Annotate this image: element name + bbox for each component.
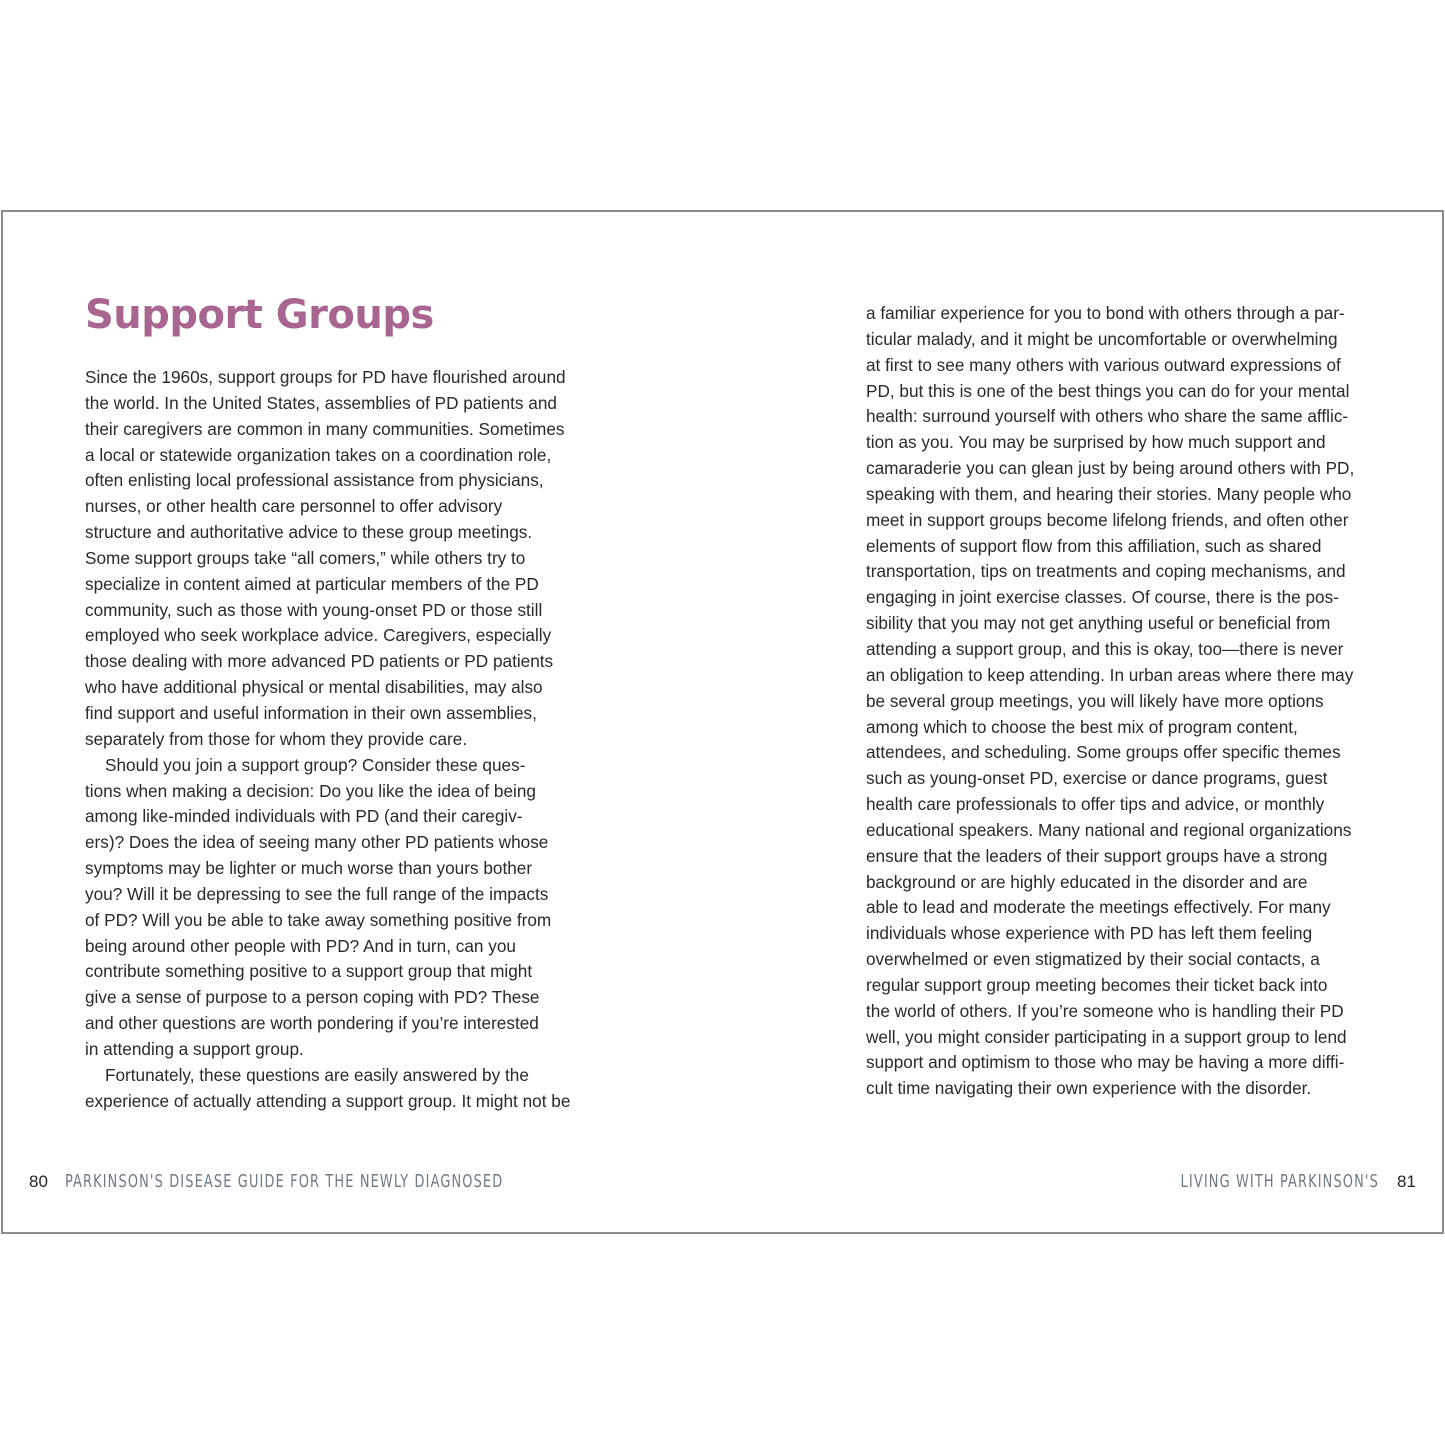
body-text-line: cult time navigating their own experience with the disorder.: [866, 1078, 1312, 1099]
body-text-line: Fortunately, these questions are easily answered by the: [105, 1064, 529, 1085]
body-text-line: background or are highly educated in the disorder and are: [866, 871, 1308, 892]
body-text-line: a familiar experience for you to bond with others through a par-: [866, 303, 1345, 323]
body-text-line: sibility that you may not get anything useful or beneficial from: [866, 613, 1331, 634]
body-text-line: health care professionals to offer tips and advice, or monthly: [866, 794, 1325, 815]
body-text-line: Some support groups take “all comers,” while others try to: [85, 547, 526, 568]
body-text-line: engaging in joint exercise classes. Of course, there is the pos-: [866, 587, 1339, 608]
body-text-line: tion as you. You may be surprised by how much support and: [866, 432, 1326, 453]
body-text-line: support and optimism to those who may be having a more diffi-: [866, 1052, 1345, 1073]
body-text-line: you? Will it be depressing to see the full range of the impacts: [85, 883, 549, 904]
body-text-line: educational speakers. Many national and regional organizations: [866, 819, 1352, 840]
right-page-number: 81: [1397, 1172, 1416, 1191]
section-heading: Support Groups: [85, 292, 434, 338]
body-text-line: community, such as those with young-onset PD or those still: [85, 599, 543, 620]
body-text-line: at first to see many others with various outward expressions of: [866, 354, 1341, 375]
body-text-line: who have additional physical or mental disabilities, may also: [85, 677, 543, 698]
body-text-line: those dealing with more advanced PD patients or PD patients: [85, 651, 554, 672]
body-text-line: contribute something positive to a support group that might: [85, 961, 533, 982]
body-text-line: structure and authoritative advice to these group meetings.: [85, 522, 533, 543]
body-text-line: being around other people with PD? And in turn, can you: [85, 935, 516, 956]
body-text-line: among like-minded individuals with PD (and their caregiv-: [85, 806, 523, 827]
body-text-line: an obligation to keep attending. In urban areas where there may: [866, 664, 1354, 685]
body-text-line: such as young-onset PD, exercise or dance programs, guest: [866, 768, 1328, 789]
body-text-line: attending a support group, and this is okay, too—there is never: [866, 638, 1344, 659]
left-page-number: 80: [29, 1172, 48, 1191]
body-text-line: and other questions are worth pondering if you’re interested: [85, 1013, 539, 1034]
right-page-body: [866, 301, 1366, 1102]
body-text-line: among which to choose the best mix of program content,: [866, 716, 1298, 737]
body-text-line: their caregivers are common in many communities. Sometimes: [85, 418, 565, 439]
body-text-line: a local or statewide organization takes on a coordination role,: [85, 444, 552, 465]
body-text-line: camaraderie you can glean just by being around others with PD,: [866, 458, 1355, 479]
body-text-line: the world. In the United States, assemblies of PD patients and: [85, 392, 557, 413]
body-text-line: well, you might consider participating in a support group to lend: [866, 1026, 1347, 1047]
body-text-line: overwhelmed or even stigmatized by their social contacts, a: [866, 949, 1320, 970]
body-text-line: specialize in content aimed at particular members of the PD: [85, 573, 539, 594]
body-text-line: symptoms may be lighter or much worse than yours bother: [85, 858, 533, 879]
body-text-line: ers)? Does the idea of seeing many other PD patients whose: [85, 832, 549, 853]
left-running-head: PARKINSON'S DISEASE GUIDE FOR THE NEWLY DIAGNOSED: [65, 1172, 504, 1192]
body-text-line: regular support group meeting becomes their ticket back into: [866, 974, 1328, 995]
body-text-line: experience of actually attending a support group. It might not be: [85, 1090, 571, 1111]
body-text-line: elements of support flow from this affiliation, such as shared: [866, 535, 1322, 556]
body-text-line: nurses, or other health care personnel to offer advisory: [85, 496, 503, 517]
body-text-line: tions when making a decision: Do you like the idea of being: [85, 780, 536, 801]
body-text-line: separately from those for whom they provide care.: [85, 728, 468, 749]
body-text-line: be several group meetings, you will likely have more options: [866, 690, 1324, 711]
body-text-line: of PD? Will you be able to take away something positive from: [85, 909, 552, 930]
body-text-line: speaking with them, and hearing their stories. Many people who: [866, 483, 1352, 504]
body-text-line: Should you join a support group? Consider these ques-: [105, 754, 526, 775]
body-text-line: ticular malady, and it might be uncomfortable or overwhelming: [866, 328, 1338, 349]
body-text-line: PD, but this is one of the best things you can do for your mental: [866, 380, 1350, 401]
body-text-line: the world of others. If you’re someone who is handling their PD: [866, 1000, 1344, 1021]
body-text-line: find support and useful information in their own assemblies,: [85, 702, 537, 723]
body-text-line: health: surround yourself with others who share the same afflic-: [866, 406, 1349, 427]
body-text-line: transportation, tips on treatments and coping mechanisms, and: [866, 561, 1346, 582]
body-text-line: individuals whose experience with PD has left them feeling: [866, 923, 1313, 944]
body-text-line: employed who seek workplace advice. Caregivers, especially: [85, 625, 552, 646]
body-text-line: give a sense of purpose to a person coping with PD? These: [85, 987, 540, 1008]
left-page-body: [85, 365, 585, 1114]
body-text-line: Since the 1960s, support groups for PD have flourished around: [85, 367, 566, 387]
body-text-line: often enlisting local professional assistance from physicians,: [85, 470, 544, 491]
body-text-line: attendees, and scheduling. Some groups offer specific themes: [866, 742, 1341, 763]
body-text-line: meet in support groups become lifelong friends, and often other: [866, 509, 1349, 530]
right-running-head: LIVING WITH PARKINSON'S: [1180, 1172, 1379, 1192]
body-text-line: ensure that the leaders of their support groups have a strong: [866, 845, 1328, 866]
body-text-line: in attending a support group.: [85, 1038, 304, 1059]
body-text-line: able to lead and moderate the meetings effectively. For many: [866, 897, 1331, 918]
book-spread: [1, 210, 1444, 1234]
